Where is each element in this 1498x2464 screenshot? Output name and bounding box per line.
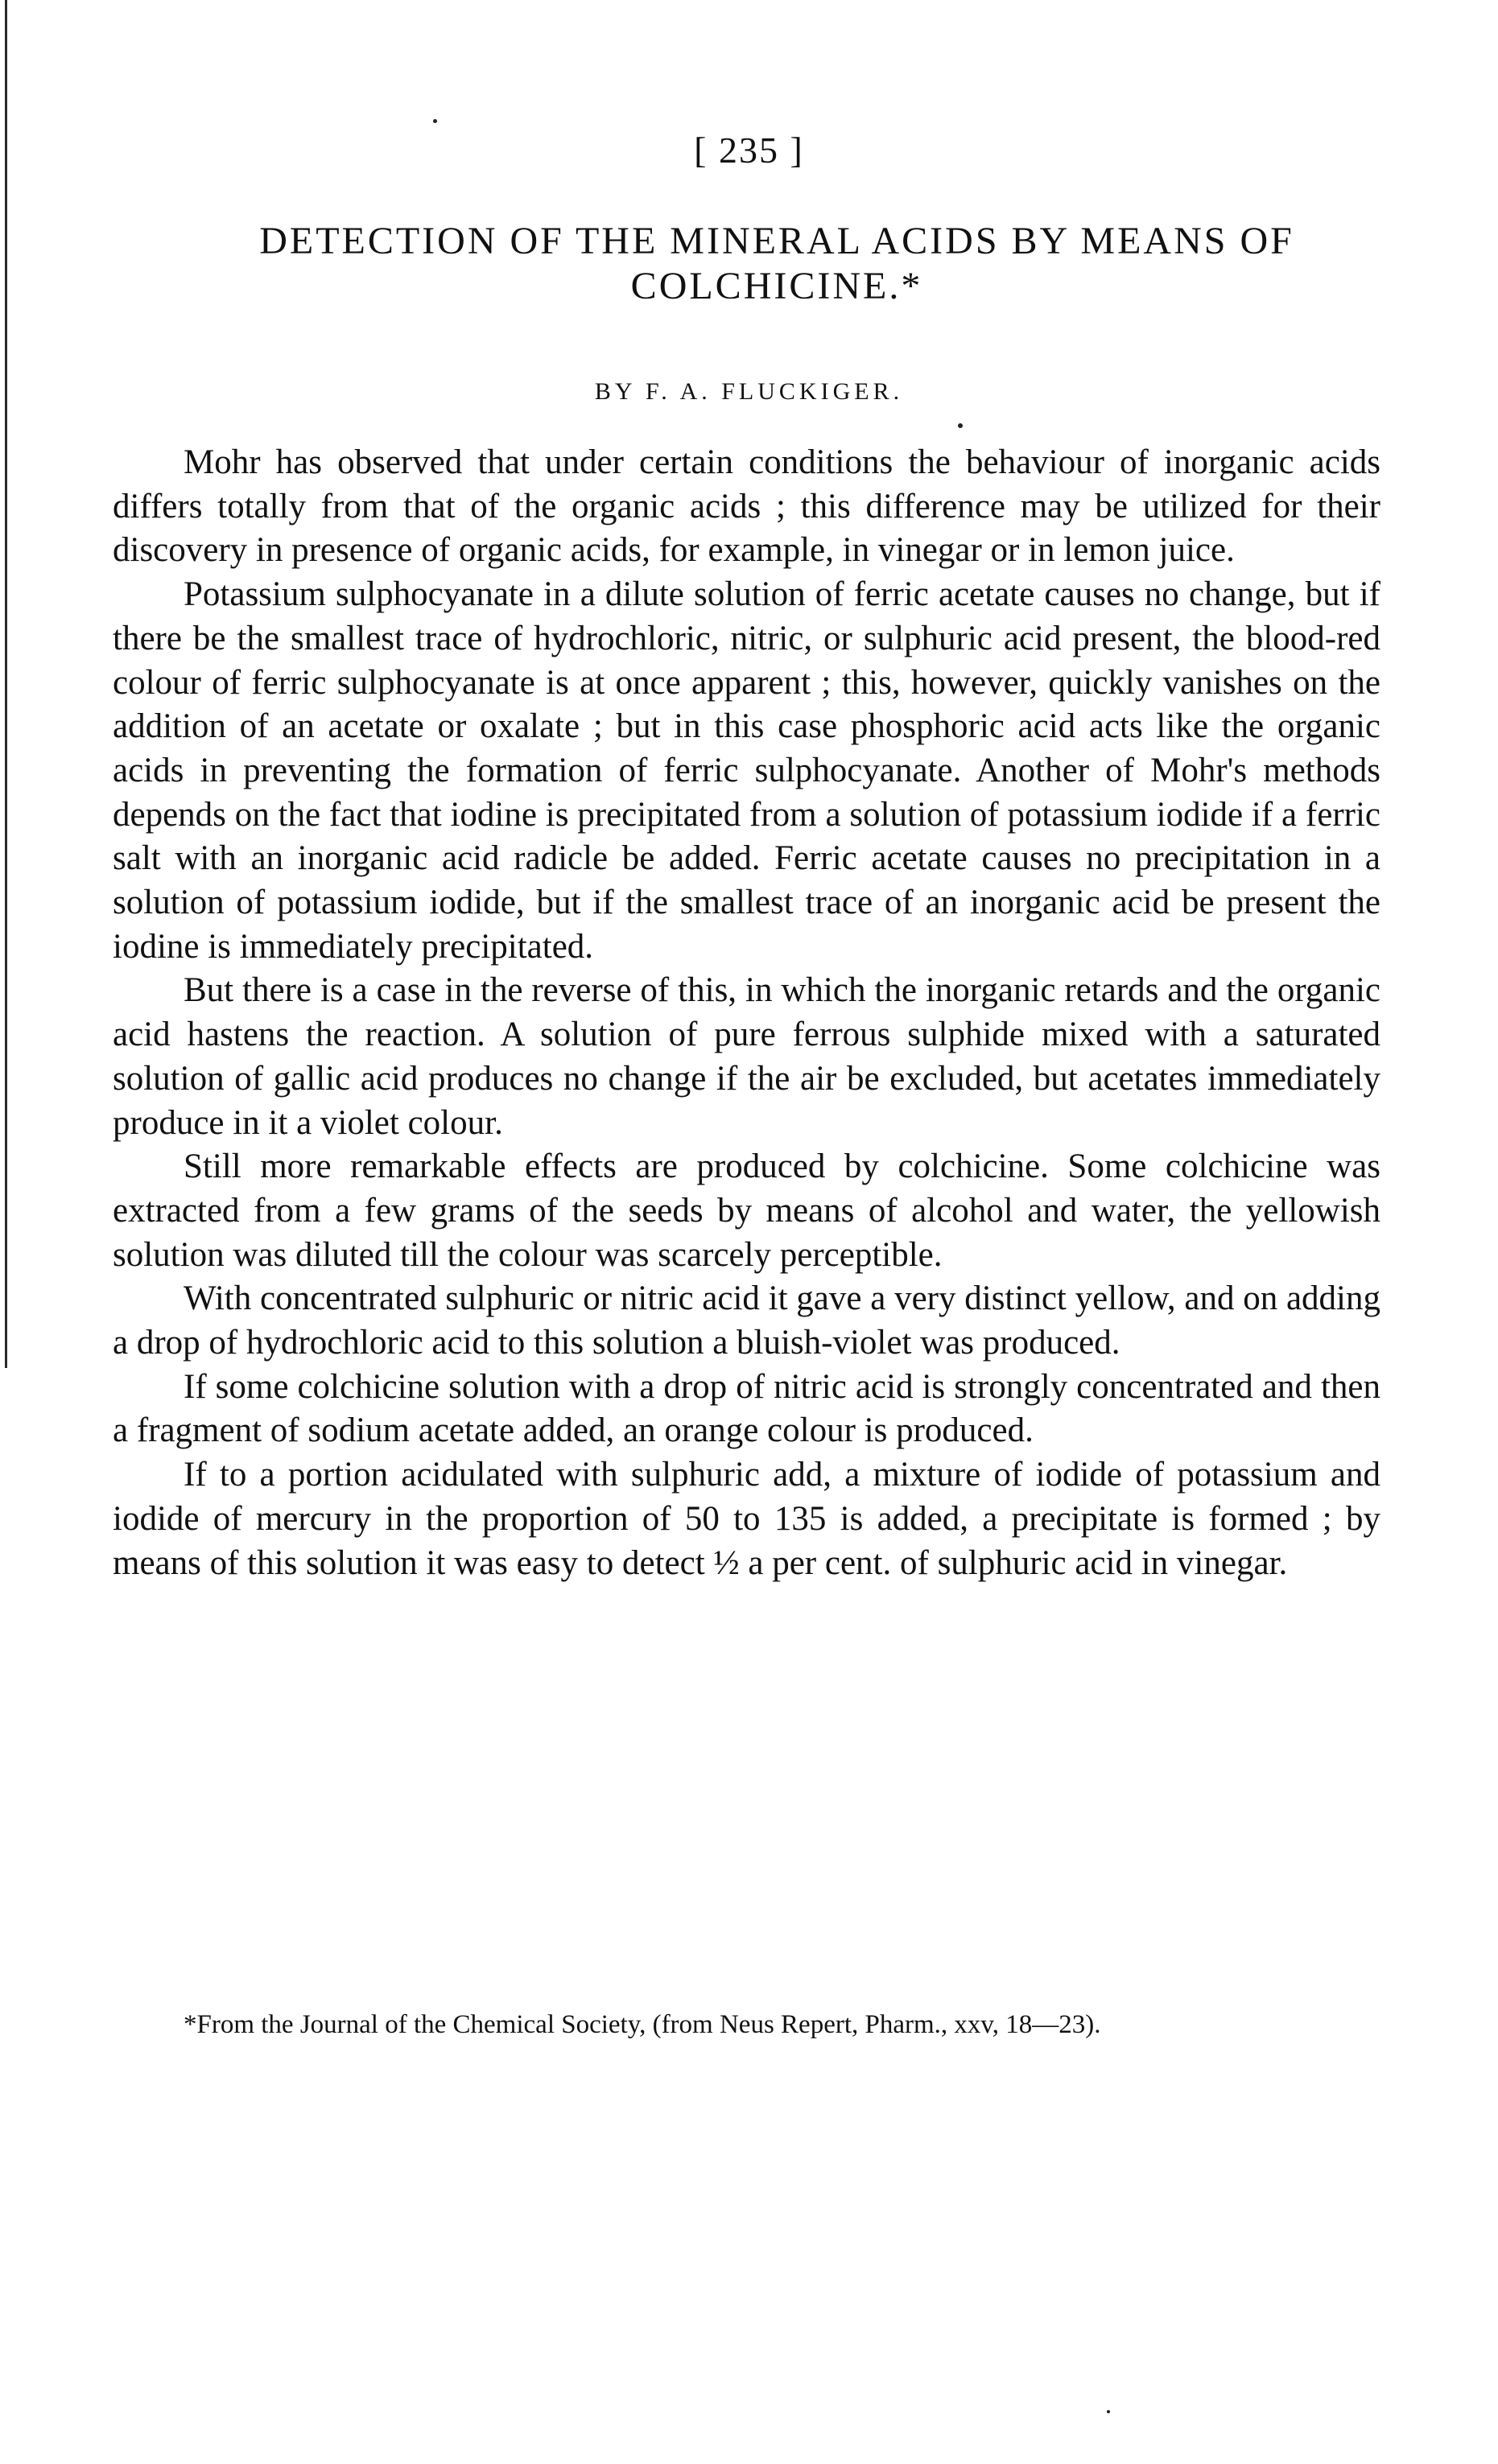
print-speck xyxy=(433,119,437,123)
paragraph: If to a portion acidulated with sulphuric add, a mixture of iodide of potassium and iodide of mercury in the proportion of 50 to 135 is added, a precipitate is formed ; by means of this solution it was easy to detect ½ a per cent. of sulphuric acid in vinegar. xyxy=(113,1456,1380,1582)
paragraph: Potassium sulphocyanate in a dilute solution of ferric acetate causes no change, but if there be the smallest trace of hydrochloric, nitric, or sulphuric acid present, the blood-red colour of ferric sulphocyanate is at once apparent ; this, however, quickly vanishes on the addition of an acetate or oxalate ; but in this case phosphoric acid acts like the organic acids in preventing the formation of ferric sulphocyanate. Another of Mohr's methods depends on the fact that iodine is precipitated from a solution of potassium iodide if a ferric salt with an inorganic acid radicle be added. Ferric acetate causes no precipitation in a solution of potassium iodide, but if the smallest trace of an inorganic acid be present the iodine is immediately precipitated. xyxy=(113,575,1380,966)
print-speck xyxy=(1107,2410,1110,2413)
footnote: *From the Journal of the Chemical Society, (from Neus Repert, Pharm., xxv, 18—23). xyxy=(184,2010,1101,2039)
article-body xyxy=(113,441,1380,1585)
paragraph: Still more remarkable effects are produced by colchicine. Some colchicine was extracted from a few grams of the seeds by means of alcohol and water, the yellowish solution was diluted till the colour was scarcely perceptible. xyxy=(113,1148,1380,1274)
paragraph: But there is a case in the reverse of this, in which the inorganic retards and the organic acid hastens the reaction. A solution of pure ferrous sulphide mixed with a saturated solution of gallic acid produces no change if the air be excluded, but acetates immediately produce in it a violet colour. xyxy=(113,971,1380,1142)
author-byline: BY F. A. FLUCKIGER. xyxy=(594,378,904,405)
paragraph: Mohr has observed that under certain conditions the behaviour of inorganic acids differs totally from that of the organic acids ; this difference may be utilized for their discovery in presence of organic acids, for example, in vinegar or in lemon juice. xyxy=(113,443,1380,570)
print-speck xyxy=(958,423,963,428)
paragraph: If some colchicine solution with a drop of nitric acid is strongly concentrated and then a fragment of sodium acetate added, an orange colour is produced. xyxy=(113,1367,1380,1450)
page-number: [ 235 ] xyxy=(694,130,804,171)
article-title: DETECTION OF THE MINERAL ACIDS BY MEANS OF COLCHICINE.* xyxy=(259,220,1294,307)
paragraph: With concentrated sulphuric or nitric acid it gave a very distinct yellow, and on adding a drop of hydrochloric acid to this solution a bluish-violet was produced. xyxy=(113,1279,1380,1362)
page-edge-line xyxy=(5,0,7,1368)
